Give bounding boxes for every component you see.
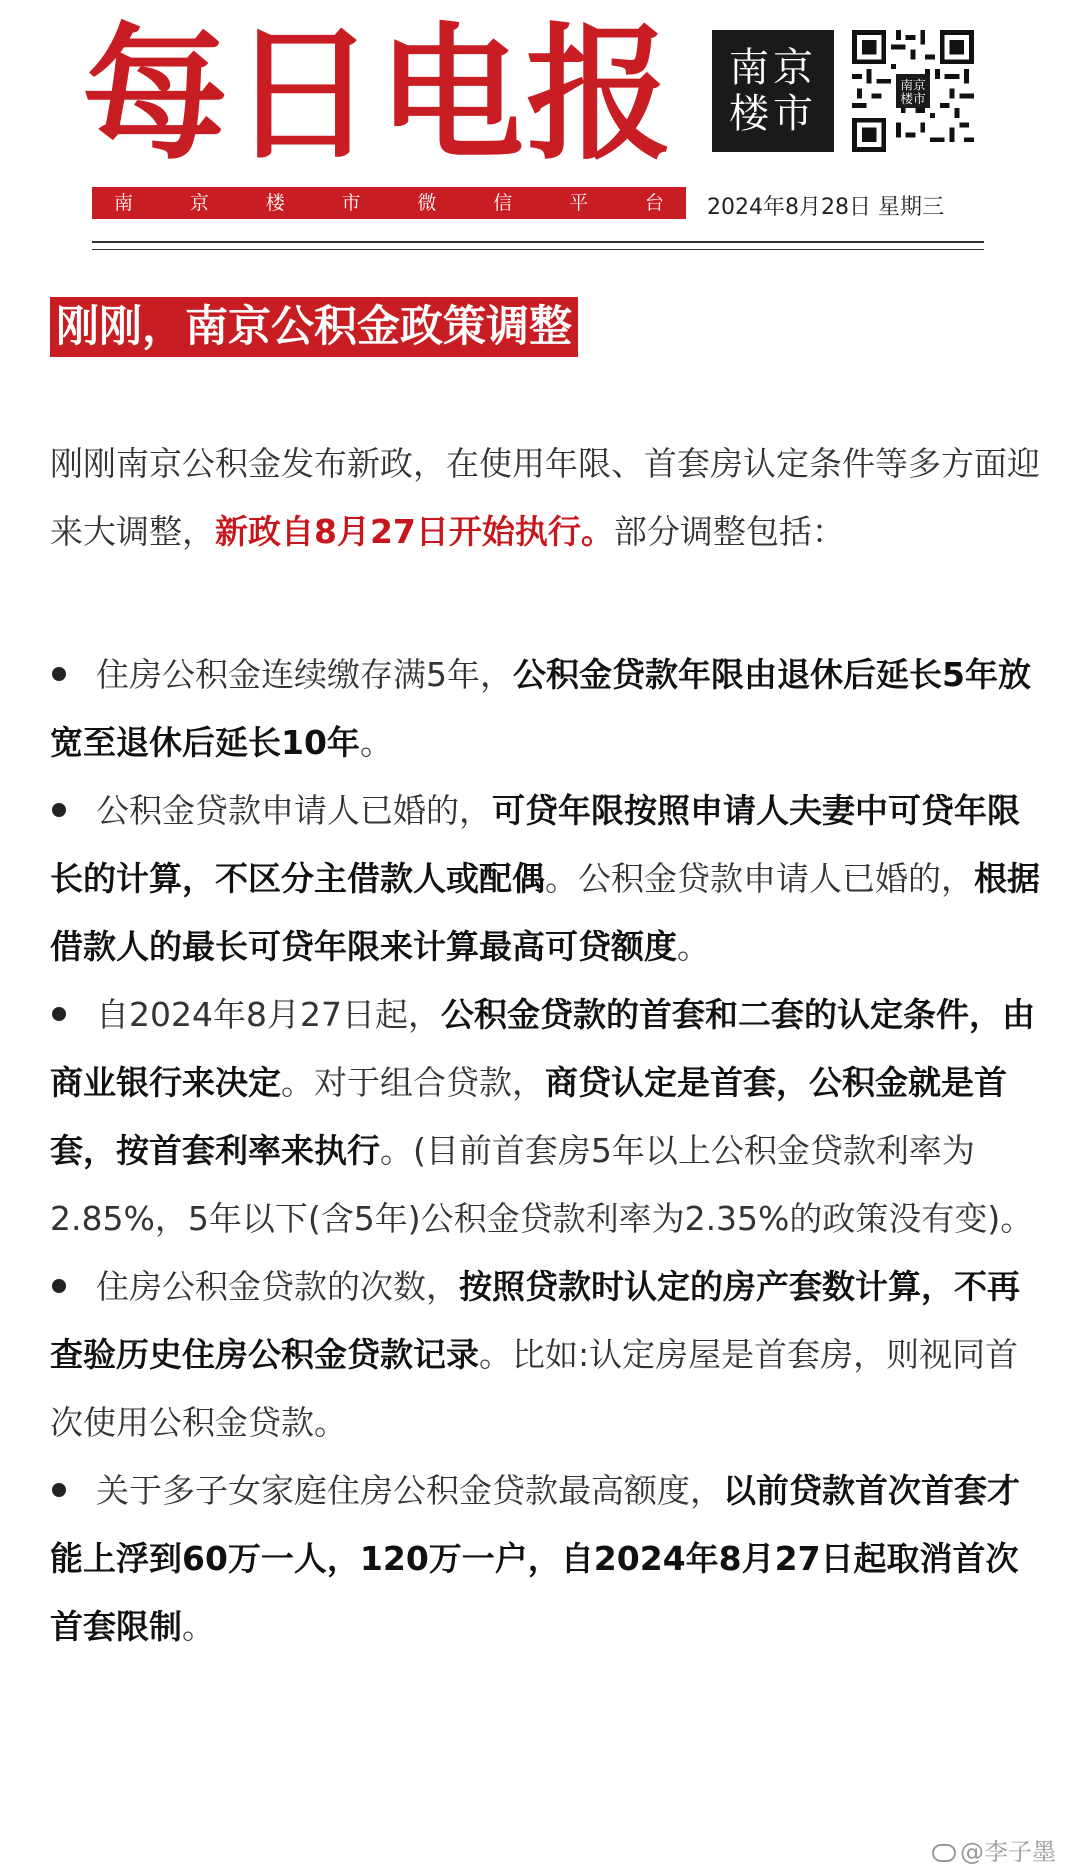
item-text: 。比如:认定房屋是首套房，则视同首次使用公积金贷款。 xyxy=(50,1335,1019,1442)
watermark-text: @李子墨 xyxy=(960,1838,1056,1866)
subtitle-char: 微 xyxy=(417,191,437,214)
item-bold-text: 公积金贷款年限由退休后延长5年放宽至退休后延长10年 xyxy=(50,655,1031,762)
subtitle-char: 南 xyxy=(114,191,134,214)
item-bold-text: 以前贷款首次首套才能上浮到60万一人，120万一户，自2024年8月27日起取消首次首套限制 xyxy=(50,1471,1020,1646)
subtitle-char: 台 xyxy=(644,191,664,214)
intro-text: 刚刚南京公积金发布新政，在使用年限、首套房认定条件等多方面迎来大调整， xyxy=(50,444,1040,551)
item-text: 。对于组合贷款， xyxy=(281,1063,545,1102)
policy-list xyxy=(50,641,1040,1661)
item-text: 关于多子女家庭住房公积金贷款最高额度， xyxy=(96,1471,723,1510)
item-text: 。 xyxy=(677,927,710,966)
list-item xyxy=(50,1457,1040,1661)
article-body xyxy=(50,430,1040,1661)
author-watermark xyxy=(932,1832,1056,1867)
divider xyxy=(92,241,984,243)
item-text: 。 xyxy=(182,1607,215,1646)
subtitle-char: 市 xyxy=(341,191,361,214)
intro-text: 部分调整包括： xyxy=(613,512,845,551)
item-text: 自2024年8月27日起， xyxy=(96,995,441,1034)
masthead-title: 每日电报 xyxy=(82,10,674,180)
item-bold-text: 按照贷款时认定的房产套数计算，不再查验历史住房公积金贷款记录 xyxy=(50,1267,1020,1374)
bullet-icon xyxy=(52,1483,66,1497)
brand-logo xyxy=(712,30,834,152)
bullet-icon xyxy=(52,1279,66,1293)
list-item xyxy=(50,641,1040,777)
item-text: 。(目前首套房5年以上公积金贷款利率为2.85%，5年以下(含5年)公积金贷款利率为2.35%的政策没有变)。 xyxy=(50,1131,1034,1238)
svg-text:楼市: 楼市 xyxy=(900,91,926,107)
svg-text:南京: 南京 xyxy=(900,77,926,93)
item-bold-text: 可贷年限按照申请人夫妻中可贷年限长的计算，不区分主借款人或配偶 xyxy=(50,791,1020,898)
list-item xyxy=(50,777,1040,981)
weibo-icon xyxy=(932,1844,956,1862)
logo-line: 楼市 xyxy=(729,91,817,137)
intro-highlight: 新政自8月27日开始执行。 xyxy=(215,512,614,551)
item-bold-text: 公积金贷款的首套和二套的认定条件，由商业银行来决定 xyxy=(50,995,1035,1102)
subtitle-char: 平 xyxy=(569,191,589,214)
list-item xyxy=(50,1253,1040,1457)
article-headline: 刚刚，南京公积金政策调整 xyxy=(50,297,578,357)
bullet-icon xyxy=(52,1007,66,1021)
item-text: 住房公积金贷款的次数， xyxy=(96,1267,459,1306)
item-text: 。公积金贷款申请人已婚的， xyxy=(545,859,974,898)
subtitle-char: 楼 xyxy=(265,191,285,214)
bullet-icon xyxy=(52,803,66,817)
bullet-icon xyxy=(52,667,66,681)
list-item xyxy=(50,981,1040,1253)
subtitle-char: 信 xyxy=(493,191,513,214)
item-text: 公积金贷款申请人已婚的， xyxy=(96,791,492,830)
item-bold-text: 商贷认定是首套，公积金就是首套，按首套利率来执行 xyxy=(50,1063,1007,1170)
masthead xyxy=(0,0,1080,260)
qr-code-icon[interactable] xyxy=(852,30,974,152)
issue-date: 2024年8月28日 星期三 xyxy=(707,195,944,220)
item-bold-text: 根据借款人的最长可贷年限来计算最高可贷额度 xyxy=(50,859,1040,966)
intro-paragraph xyxy=(50,430,1040,566)
item-text: 住房公积金连续缴存满5年， xyxy=(96,655,513,694)
masthead-subtitle-bar xyxy=(92,187,686,219)
logo-line: 南京 xyxy=(729,45,817,91)
divider xyxy=(92,249,984,250)
subtitle-char: 京 xyxy=(189,191,209,214)
item-text: 。 xyxy=(359,723,393,762)
